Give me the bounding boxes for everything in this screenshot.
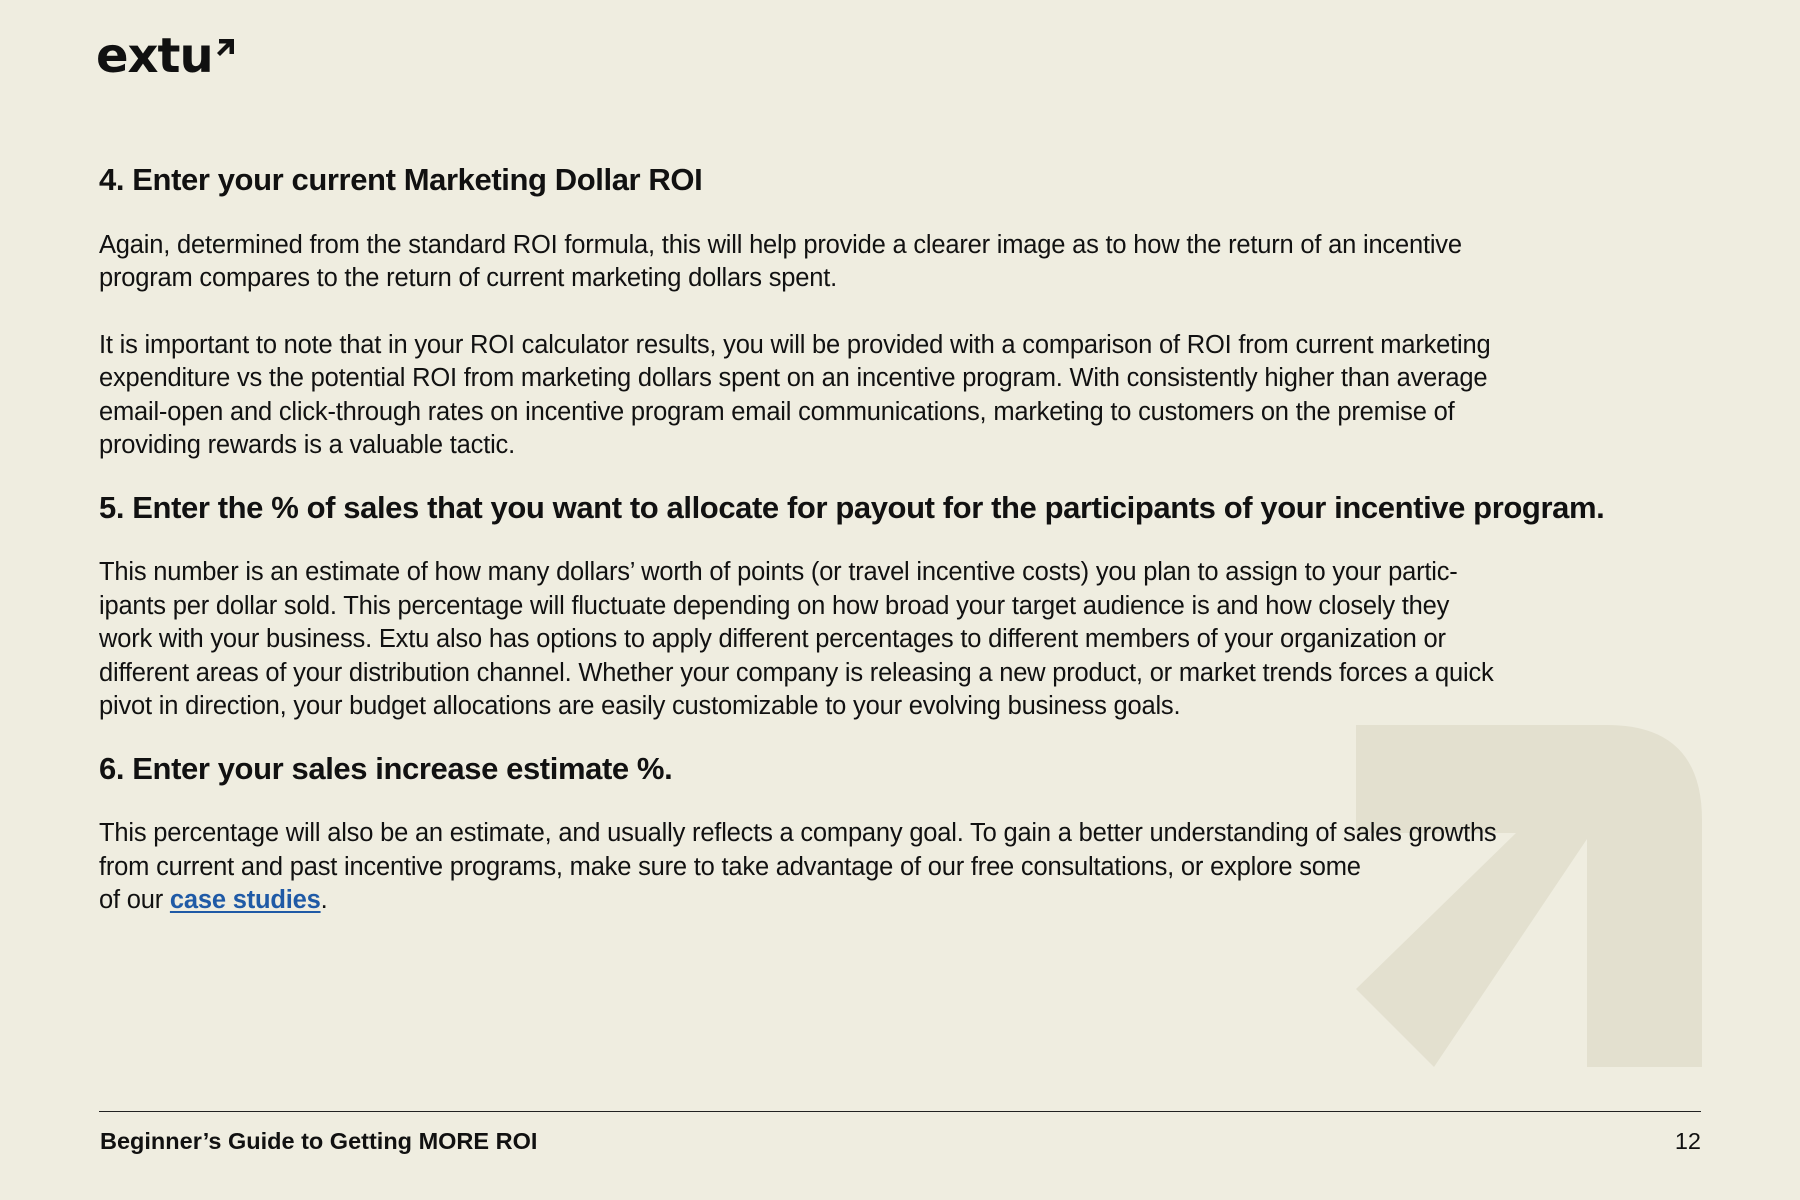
section-4-paragraph-1: Again, determined from the standard ROI formula, this will help provide a clearer image as to how the return of an incentive program compares to the return of current marketing dollars spent. bbox=[99, 231, 1462, 293]
page-content bbox=[99, 160, 1699, 918]
logo-arrow-icon bbox=[215, 36, 237, 58]
page-number: 12 bbox=[1674, 1128, 1701, 1154]
footer-divider bbox=[99, 1111, 1701, 1112]
section-4-heading: 4. Enter your current Marketing Dollar ROI bbox=[99, 162, 703, 197]
section-6-paragraph-end: . bbox=[320, 886, 328, 915]
section-6-heading: 6. Enter your sales increase estimate %. bbox=[99, 751, 673, 787]
section-6-paragraph bbox=[99, 817, 1699, 917]
logo-text: extu bbox=[96, 28, 213, 84]
section-5-heading: 5. Enter the % of sales that you want to allocate for payout for the participants of your incentive program. bbox=[99, 490, 1605, 526]
extu-logo bbox=[96, 28, 237, 84]
section-4-paragraph-2: It is important to note that in your ROI calculator results, you will be provided with a comparison of ROI from current marketing expenditure vs the potential ROI from marketing dollars spent on an incentive program. With consistently higher than average email-open and click-through rates on incentive program email communications, marketing to customers on the premise of providing rewards is a valuable tactic. bbox=[99, 330, 1491, 460]
section-5-paragraph: This number is an estimate of how many dollars’ worth of points (or travel incentive costs) you plan to assign to your partic- ipants per dollar sold. This percentage will fluctuate depending on how broad your target audience is and how closely they work with your business. Extu also has options to apply different percentages to different members of your organization or different areas of your distribution channel. Whether your company is releasing a new product, or market trends forces a quick pivot in direction, your budget allocations are easily customizable to your evolving business goals. bbox=[99, 558, 1494, 721]
footer-title: Beginner’s Guide to Getting MORE ROI bbox=[100, 1128, 538, 1154]
case-studies-link[interactable]: case studies bbox=[169, 886, 321, 915]
section-6-paragraph-text: This percentage will also be an estimate, and usually reflects a company goal. To gain a better understanding of sales growths from current and past incentive programs, make sure to take advantage of our free consultations, or explore some of our bbox=[99, 819, 1497, 915]
